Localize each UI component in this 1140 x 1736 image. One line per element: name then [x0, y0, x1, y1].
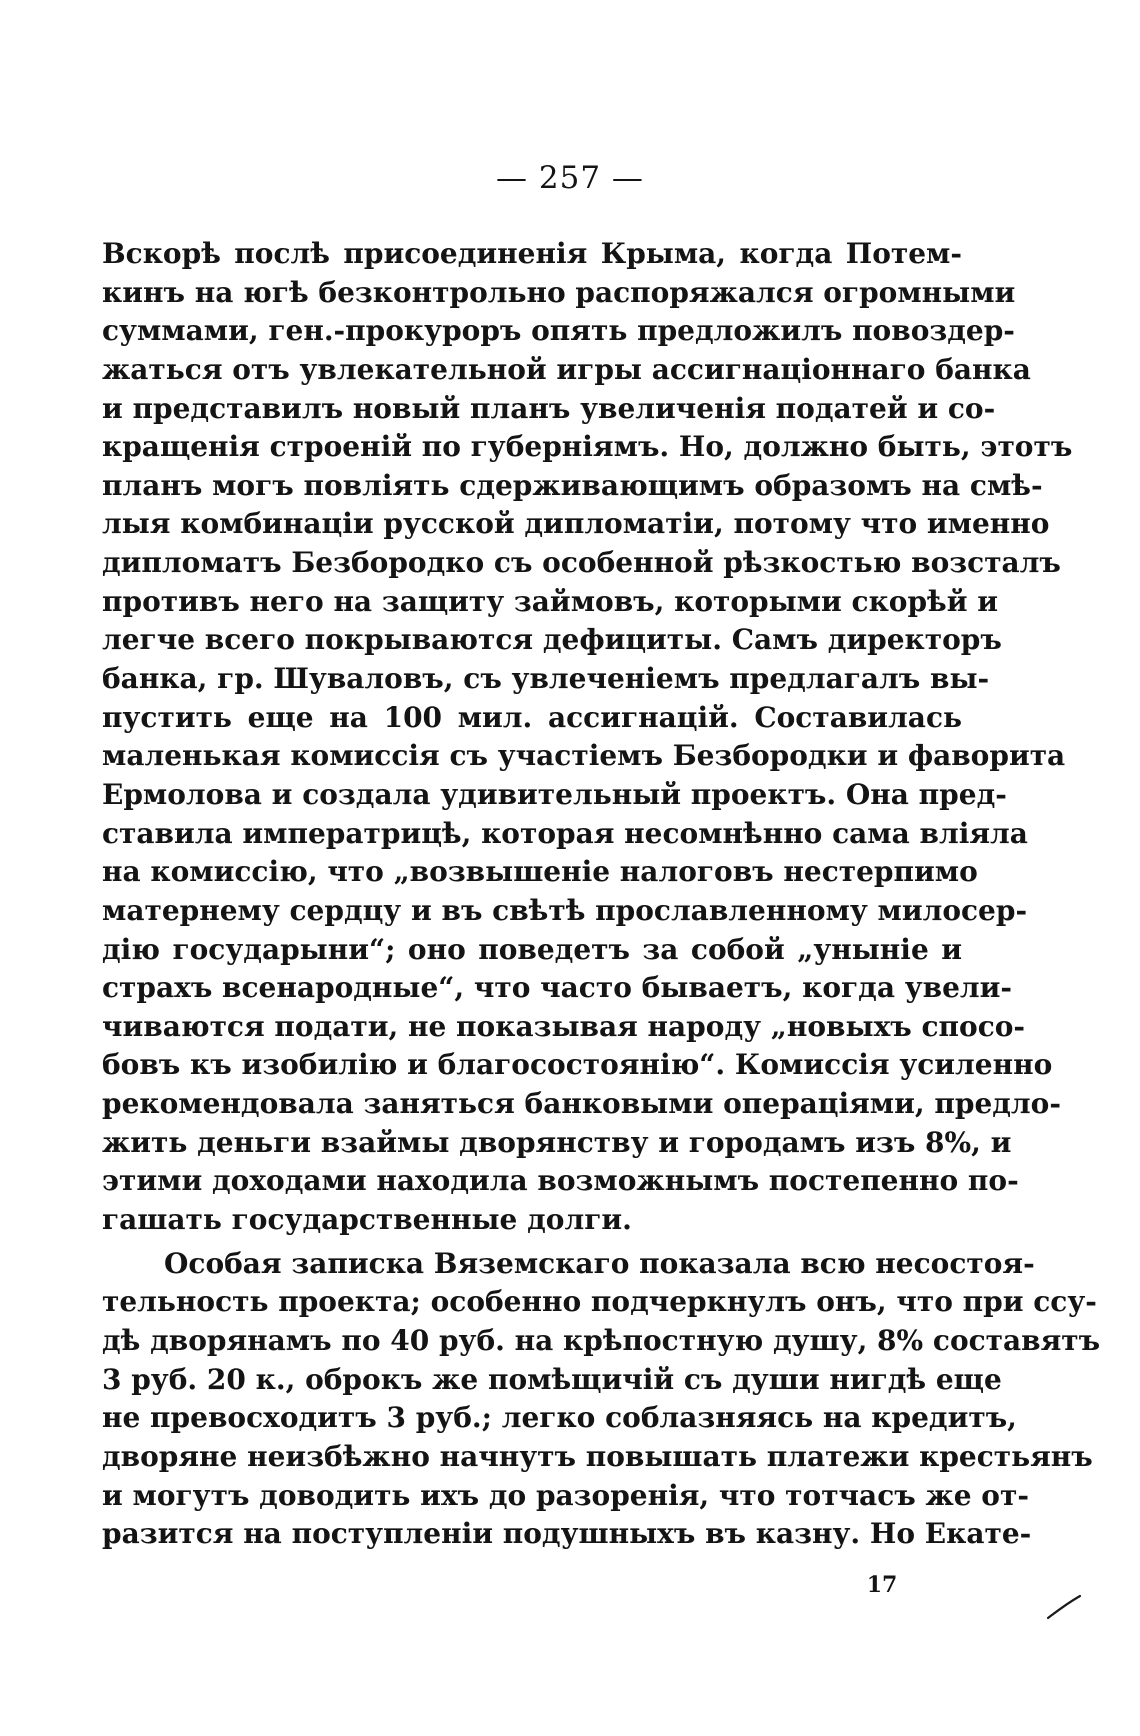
paragraph-2: [102, 1245, 1101, 1554]
text-line: противъ него на защиту займовъ, которыми скорѣй и: [102, 584, 999, 618]
text-line: планъ могъ повліять сдерживающимъ образомъ на смѣ-: [102, 468, 1043, 502]
text-line: разится на поступленіи подушныхъ въ казну. Но Екате-: [102, 1517, 1032, 1551]
text-line: рекомендовала заняться банковыми операціями, предло-: [102, 1087, 1061, 1121]
text-line: маленькая комиссія съ участіемъ Безбородки и фаворита: [102, 739, 1066, 773]
text-line: дѣ дворянамъ по 40 руб. на крѣпостную душу, 8% составятъ: [102, 1323, 1101, 1357]
text-line: на комиссію, что „возвышеніе налоговъ нестерпимо: [102, 855, 978, 889]
text-line: кинъ на югѣ безконтрольно распоряжался огромными: [102, 275, 1016, 309]
text-line: 3 руб. 20 к., оброкъ же помѣщичій съ души нигдѣ еще: [102, 1362, 1002, 1396]
text-line: жить деньги взаймы дворянству и городамъ изъ 8%, и: [102, 1125, 1012, 1159]
body-text: [102, 235, 1101, 1554]
signature-mark: 17: [866, 1572, 898, 1598]
text-line: матернему сердцу и въ свѣтѣ прославленному милосер-: [102, 893, 1028, 927]
text-line: легче всего покрываются дефициты. Самъ директоръ: [102, 623, 1002, 657]
text-line: бовъ къ изобилію и благосостоянію“. Комиссія усиленно: [102, 1048, 1053, 1082]
text-line: пустить еще на 100 мил. ассигнацій. Составилась: [102, 700, 962, 734]
text-line: суммами, ген.-прокуроръ опять предложилъ повоздер-: [102, 314, 1015, 348]
text-line: и представилъ новый планъ увеличенія податей и со-: [102, 391, 996, 425]
text-line: дворяне неизбѣжно начнутъ повышать платежи крестьянъ: [102, 1439, 1093, 1473]
paragraph-1: [102, 235, 1073, 1240]
text-line: дію государыни“; оно поведетъ за собой „уныніе и: [102, 932, 962, 966]
text-line: жаться отъ увлекательной игры ассигнаціоннаго банка: [102, 352, 1031, 386]
text-line: дипломатъ Безбородко съ особенной рѣзкостью возсталъ: [102, 546, 1061, 580]
page-number: — 257 —: [496, 160, 644, 196]
text-line: ставила императрицѣ, которая несомнѣнно сама вліяла: [102, 816, 1028, 850]
text-line: кращенія строеній по губерніямъ. Но, должно быть, этотъ: [102, 430, 1073, 464]
text-line: гашать государственные долги.: [102, 1203, 632, 1237]
text-line: банка, гр. Шуваловъ, съ увлеченіемъ предлагалъ вы-: [102, 662, 990, 696]
text-line: Вскорѣ послѣ присоединенія Крыма, когда Потем-: [102, 237, 962, 270]
text-line: лыя комбинаціи русской дипломатіи, потому что именно: [102, 507, 1050, 541]
text-line: страхъ всенародные“, что часто бываетъ, когда увели-: [102, 971, 1013, 1005]
text-line: Ермолова и создала удивительный проектъ. Она пред-: [102, 777, 1007, 811]
text-line: не превосходитъ 3 руб.; легко соблазняясь на кредитъ,: [102, 1401, 1017, 1435]
text-line: тельность проекта; особенно подчеркнулъ онъ, что при ссу-: [102, 1285, 1097, 1319]
text-line: чиваются подати, не показывая народу „новыхъ спосо-: [102, 1009, 1026, 1043]
text-line: Особая записка Вяземскаго показала всю несостоя-: [164, 1246, 1035, 1280]
text-line: этими доходами находила возможнымъ постепенно по-: [102, 1164, 1019, 1198]
text-line: и могутъ доводить ихъ до разоренія, что тотчасъ же от-: [102, 1478, 1029, 1512]
pen-stroke-icon: [1044, 1592, 1084, 1622]
